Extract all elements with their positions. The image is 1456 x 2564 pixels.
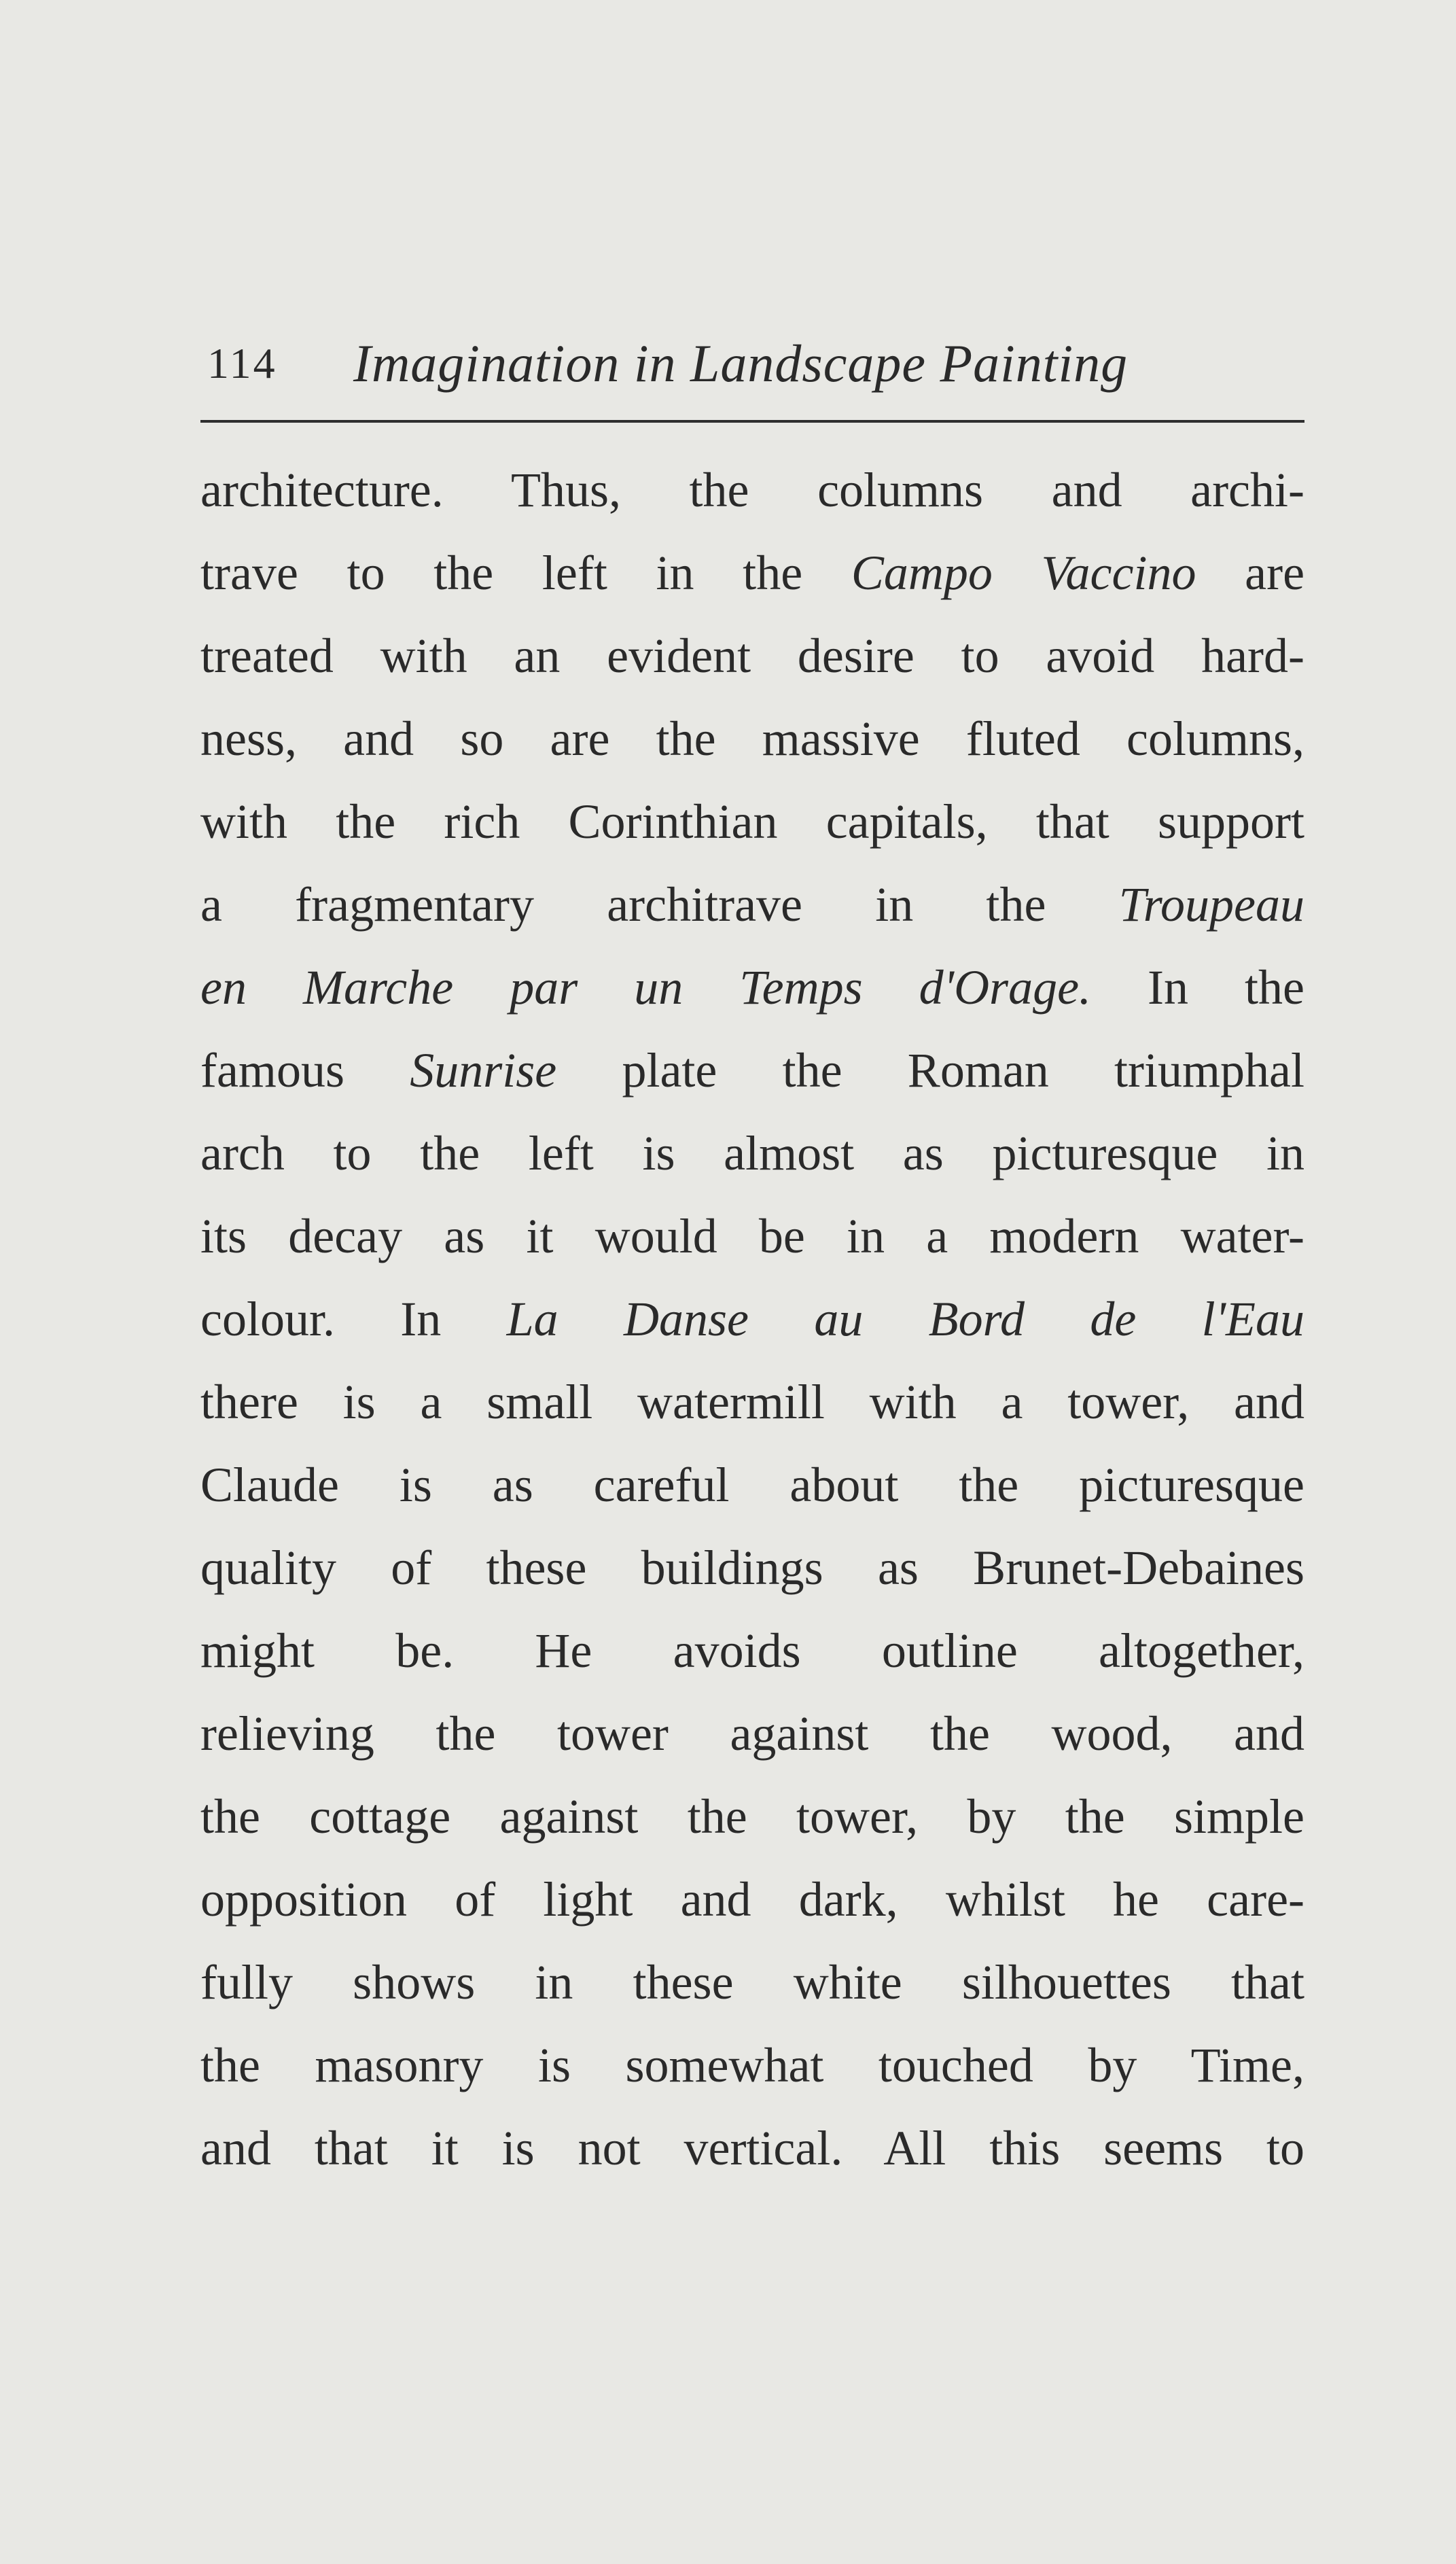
text-line xyxy=(200,1609,1304,1692)
text-line xyxy=(200,1858,1304,1941)
text-line xyxy=(200,1029,1304,1112)
text-run: might be. He avoids outline altogether, xyxy=(200,1623,1304,1678)
italic-title: La Danse au Bord de l'Eau xyxy=(506,1292,1304,1346)
text-run: there is a small watermill with a tower, and xyxy=(200,1375,1304,1429)
text-line xyxy=(200,2024,1304,2107)
text-line xyxy=(200,1443,1304,1526)
text-line xyxy=(200,946,1304,1029)
running-title: Imagination in Landscape Painting xyxy=(353,334,1129,393)
italic-title: en Marche par un Temps d'Orage. xyxy=(200,960,1092,1015)
text-run: arch to the left is almost as picturesque in xyxy=(200,1126,1304,1180)
running-header xyxy=(200,326,1304,421)
text-line xyxy=(200,614,1304,697)
text-line xyxy=(200,1692,1304,1775)
text-run: architecture. Thus, the columns and archi- xyxy=(200,463,1304,517)
italic-title: Campo Vaccino xyxy=(851,546,1196,600)
text-run: In the xyxy=(1091,960,1304,1015)
header-rule xyxy=(200,420,1304,423)
text-run: colour. In xyxy=(200,1292,507,1346)
text-run: the cottage against the tower, by the simple xyxy=(200,1789,1304,1844)
text-run: the masonry is somewhat touched by Time, xyxy=(200,2038,1304,2092)
text-run: trave to the left in the xyxy=(200,546,851,600)
italic-title: Troupeau xyxy=(1118,877,1304,932)
text-run: its decay as it would be in a modern water- xyxy=(200,1209,1304,1263)
text-line xyxy=(200,1526,1304,1609)
text-run: relieving the tower against the wood, and xyxy=(200,1706,1304,1761)
text-line xyxy=(200,2107,1304,2190)
body-text xyxy=(200,449,1304,2190)
text-line xyxy=(200,1278,1304,1360)
italic-title: Sunrise xyxy=(410,1043,557,1097)
text-run: and that it is not vertical. All this seems to xyxy=(200,2121,1304,2175)
text-line xyxy=(200,780,1304,863)
text-line xyxy=(200,697,1304,780)
text-run: plate the Roman triumphal xyxy=(556,1043,1304,1097)
text-run: ness, and so are the massive fluted columns, xyxy=(200,712,1304,766)
page-number: 114 xyxy=(207,339,277,387)
text-run: are xyxy=(1196,546,1304,600)
text-run: quality of these buildings as Brunet-Debaines xyxy=(200,1541,1304,1595)
text-line xyxy=(200,863,1304,946)
text-line xyxy=(200,1941,1304,2024)
text-run: with the rich Corinthian capitals, that support xyxy=(200,794,1304,849)
text-line xyxy=(200,1112,1304,1195)
text-line xyxy=(200,1775,1304,1858)
text-run: opposition of light and dark, whilst he care- xyxy=(200,1872,1304,1927)
text-run: a fragmentary architrave in the xyxy=(200,877,1119,932)
text-run: Claude is as careful about the picturesque xyxy=(200,1458,1304,1512)
text-run: fully shows in these white silhouettes that xyxy=(200,1955,1304,2009)
text-line xyxy=(200,449,1304,531)
text-run: treated with an evident desire to avoid hard- xyxy=(200,629,1304,683)
text-run: famous xyxy=(200,1043,410,1097)
text-line xyxy=(200,1195,1304,1278)
text-line xyxy=(200,1360,1304,1443)
text-line xyxy=(200,531,1304,614)
